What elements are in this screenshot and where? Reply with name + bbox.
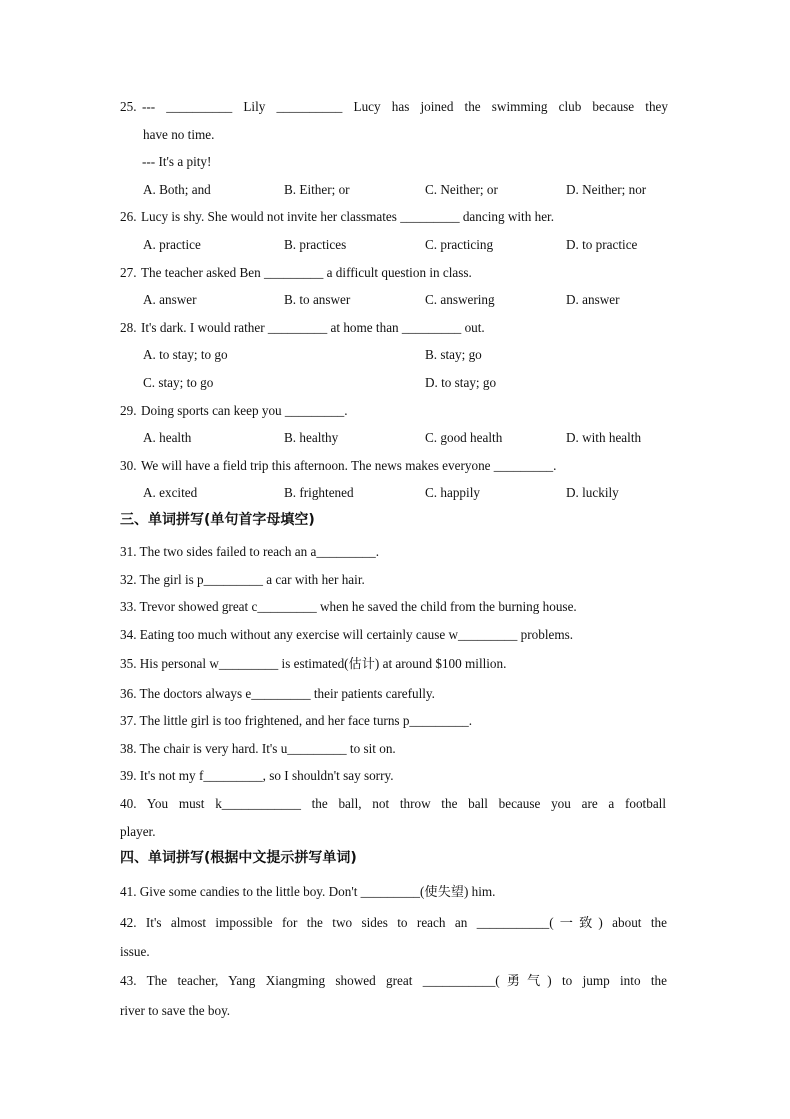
option-c: C. practicing xyxy=(425,237,494,252)
spelling-item: 37. The little girl is too frightened, and her face turns p_________. xyxy=(120,713,473,728)
option-b: B. practices xyxy=(284,237,347,252)
question-stem: Doing sports can keep you _________. xyxy=(141,403,348,418)
option-a: A. answer xyxy=(143,292,197,307)
spelling-item: 42. It's almost impossible for the two sides to reach an ___________(一致) about the xyxy=(120,915,667,930)
spelling-item: 32. The girl is p_________ a car with her hair. xyxy=(120,572,365,587)
question-stem: Lucy is shy. She would not invite her classmates _________ dancing with her. xyxy=(141,209,555,224)
option-d: D. luckily xyxy=(566,485,619,500)
option-b: B. to answer xyxy=(284,292,351,307)
option-c: C. answering xyxy=(425,292,495,307)
option-d: D. with health xyxy=(566,430,642,445)
option-d: D. to practice xyxy=(566,237,638,252)
option-c: C. happily xyxy=(425,485,480,500)
spelling-item: 43. The teacher, Yang Xiangming showed great ___________(勇气) to jump into the xyxy=(120,973,667,988)
question-number: 26. xyxy=(120,209,137,224)
option-d: D. answer xyxy=(566,292,620,307)
section-heading: 四、单词拼写(根据中文提示拼写单词) xyxy=(120,850,357,866)
dialogue-response: --- It's a pity! xyxy=(142,154,212,169)
spelling-item: 35. His personal w_________ is estimated(估计) at around $100 million. xyxy=(120,656,507,671)
option-b: B. Either; or xyxy=(284,182,350,197)
question-stem: We will have a field trip this afternoon. The news makes everyone _________. xyxy=(141,458,557,473)
option-a: A. excited xyxy=(143,485,198,500)
spelling-item: 36. The doctors always e_________ their patients carefully. xyxy=(120,686,435,701)
question-number: 27. xyxy=(120,265,137,280)
spelling-item-continued: issue. xyxy=(120,944,150,959)
option-a: A. practice xyxy=(143,237,201,252)
question-number: 29. xyxy=(120,403,137,418)
spelling-item-continued: river to save the boy. xyxy=(120,1003,231,1018)
option-c: C. stay; to go xyxy=(143,375,214,390)
section-heading: 三、单词拼写(单句首字母填空) xyxy=(120,512,315,528)
option-b: B. frightened xyxy=(284,485,354,500)
spelling-item: 33. Trevor showed great c_________ when he saved the child from the burning house. xyxy=(120,599,577,614)
option-a: A. Both; and xyxy=(143,182,211,197)
option-d: D. to stay; go xyxy=(425,375,497,390)
spelling-item: 31. The two sides failed to reach an a_________. xyxy=(120,544,380,559)
option-c: C. good health xyxy=(425,430,503,445)
question-number: 30. xyxy=(120,458,137,473)
spelling-item: 34. Eating too much without any exercise will certainly cause w_________ problems. xyxy=(120,627,574,642)
spelling-item-continued: player. xyxy=(120,824,156,839)
spelling-item: 38. The chair is very hard. It's u_________ to sit on. xyxy=(120,741,396,756)
option-a: A. health xyxy=(143,430,192,445)
question-number: 28. xyxy=(120,320,137,335)
question-number: 25. xyxy=(120,99,137,114)
spelling-item: 39. It's not my f_________, so I shouldn't say sorry. xyxy=(120,768,394,783)
spelling-item: 40. You must k____________ the ball, not throw the ball because you are a football xyxy=(120,796,666,811)
option-d: D. Neither; nor xyxy=(566,182,647,197)
question-stem: It's dark. I would rather _________ at home than _________ out. xyxy=(141,320,485,335)
option-c: C. Neither; or xyxy=(425,182,498,197)
question-stem: The teacher asked Ben _________ a difficult question in class. xyxy=(141,265,472,280)
option-b: B. healthy xyxy=(284,430,339,445)
option-b: B. stay; go xyxy=(425,347,482,362)
question-stem: --- __________ Lily __________ Lucy has joined the swimming club because they xyxy=(142,99,668,114)
option-a: A. to stay; to go xyxy=(143,347,228,362)
question-stem-continued: have no time. xyxy=(143,127,215,142)
spelling-item: 41. Give some candies to the little boy. Don't _________(使失望) him. xyxy=(120,884,496,899)
